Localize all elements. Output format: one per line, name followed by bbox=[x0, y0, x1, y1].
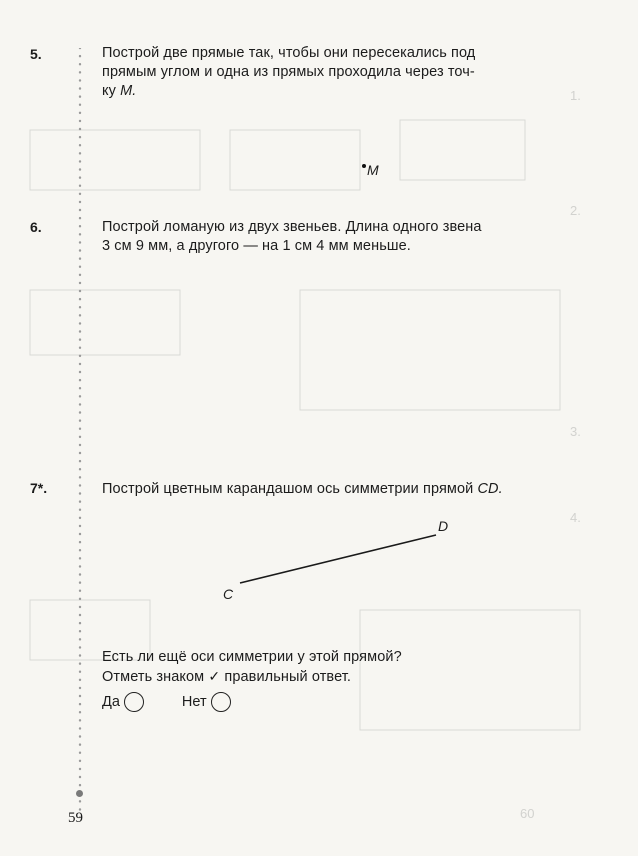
task-5-line-3-prefix: ку bbox=[102, 83, 121, 99]
margin-end-dot bbox=[76, 790, 83, 797]
point-c-label: C bbox=[223, 586, 234, 602]
point-m-label: M bbox=[367, 162, 379, 178]
task-6-number: 6. bbox=[30, 219, 42, 235]
option-no-label: Нет bbox=[181, 694, 207, 710]
task-7-line-ref: CD. bbox=[477, 481, 503, 497]
option-no bbox=[182, 692, 231, 712]
task-5-number: 5. bbox=[30, 46, 42, 62]
svg-text:2.: 2. bbox=[570, 203, 581, 218]
page-number: 59 bbox=[68, 810, 83, 826]
check-mark-icon: ✓ bbox=[208, 668, 221, 684]
svg-text:1.: 1. bbox=[570, 88, 581, 103]
task-7-question-line-2-text: Отметь знаком bbox=[102, 669, 205, 685]
option-no-circle[interactable] bbox=[211, 692, 231, 712]
task-7-question-line-1: Есть ли ещё оси симметрии у этой прямой? bbox=[102, 649, 402, 665]
line-cd bbox=[240, 535, 436, 583]
svg-text:4.: 4. bbox=[570, 510, 581, 525]
task-7-question bbox=[102, 648, 580, 687]
option-yes-circle[interactable] bbox=[124, 692, 144, 712]
task-6-line-1: Построй ломаную из двух звеньев. Длина одного звена bbox=[102, 219, 482, 235]
task-7-question-line-2 bbox=[102, 667, 580, 687]
svg-text:3.: 3. bbox=[570, 424, 581, 439]
task-7-number: 7*. bbox=[30, 480, 48, 496]
point-d-label: D bbox=[438, 518, 449, 534]
answer-options bbox=[102, 692, 269, 712]
task-6-line-2: 3 см 9 мм, а другого — на 1 см 4 мм меньше. bbox=[102, 238, 411, 254]
svg-text:60: 60 bbox=[520, 806, 535, 821]
option-yes-label: Да bbox=[102, 694, 120, 710]
task-5-point-ref: M. bbox=[120, 83, 137, 99]
task-5-line-2: прямым углом и одна из прямых проходила через точ- bbox=[102, 64, 475, 80]
task-7-question-suffix: правильный ответ. bbox=[224, 669, 352, 685]
option-yes bbox=[102, 692, 144, 712]
task-5-line-1: Построй две прямые так, чтобы они пересекались под bbox=[102, 45, 476, 61]
task-7-text-prefix: Построй цветным карандашом ось симметрии прямой bbox=[102, 481, 478, 497]
